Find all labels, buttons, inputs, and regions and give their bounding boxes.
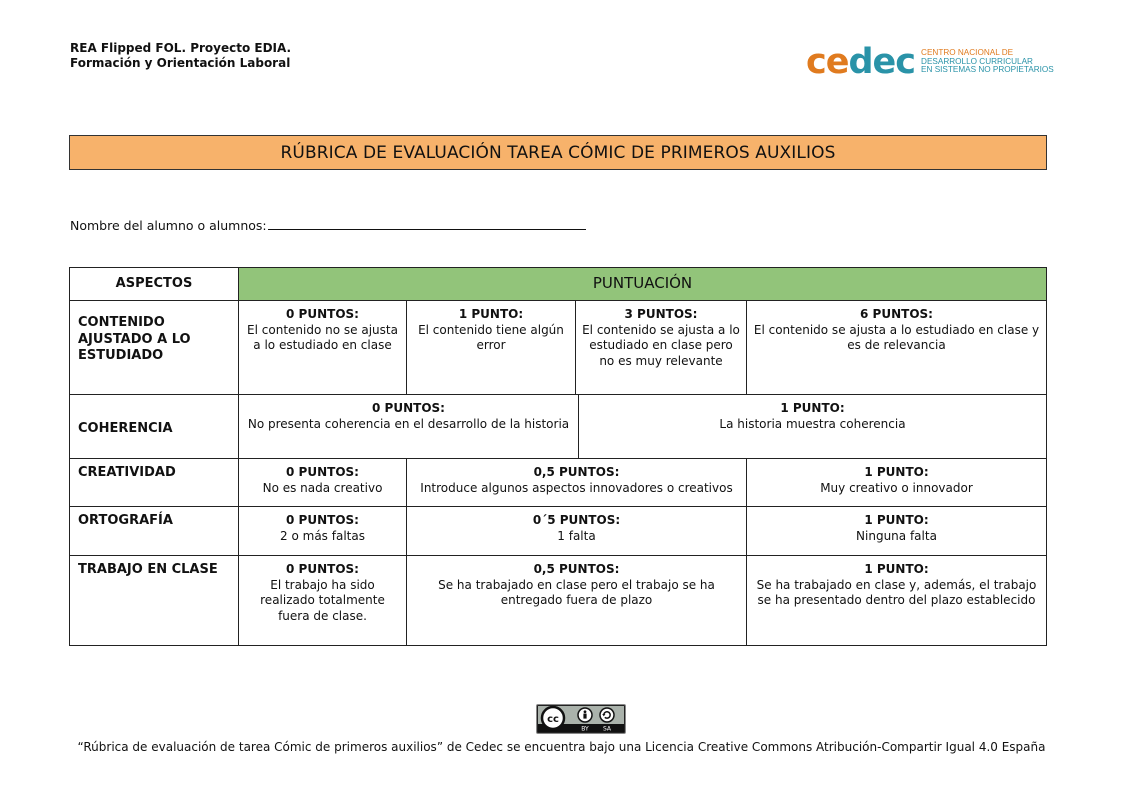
table-row (70, 459, 1047, 507)
student-name-field (70, 217, 586, 233)
score-description: No presenta coherencia en el desarrollo de la historia (247, 416, 570, 431)
score-points: 0 PUNTOS: (372, 401, 445, 415)
table-row (70, 507, 1047, 556)
aspect-ortografia: ORTOGRAFÍA (70, 507, 239, 556)
score-description: El contenido tiene algún error (418, 322, 564, 352)
score-cell (747, 556, 1047, 646)
score-points: 1 PUNTO: (780, 401, 845, 415)
student-name-blank[interactable] (268, 217, 586, 230)
rubric-title: RÚBRICA DE EVALUACIÓN TAREA CÓMIC DE PRIMEROS AUXILIOS (69, 135, 1047, 170)
badge-label-by: BY (580, 725, 589, 733)
score-points: 1 PUNTO: (864, 562, 929, 576)
score-cell (239, 556, 407, 646)
score-cell (576, 301, 747, 395)
score-points: 3 PUNTOS: (624, 307, 698, 321)
student-name-label: Nombre del alumno o alumnos: (70, 218, 267, 233)
score-description: 1 falta (557, 528, 596, 543)
score-points: 6 PUNTOS: (860, 307, 933, 321)
score-description: No es nada creativo (262, 480, 383, 495)
score-points: 1 PUNTO: (864, 513, 929, 527)
score-description: Muy creativo o innovador (820, 480, 973, 495)
score-cell (747, 459, 1047, 507)
attribution-icon (578, 708, 592, 722)
score-description: Ninguna falta (856, 528, 937, 543)
score-description: El contenido se ajusta a lo estudiado en clase y es de relevancia (753, 322, 1040, 352)
logo-sub-2: DESARROLLO CURRICULAR (921, 56, 1033, 66)
header-line-1: REA Flipped FOL. Proyecto EDIA. (70, 41, 292, 55)
score-points: 0 PUNTOS: (286, 307, 359, 321)
score-cell (579, 395, 1047, 459)
share-alike-icon (600, 708, 614, 722)
score-description: Introduce algunos aspectos innovadores o creativos (420, 480, 733, 495)
cc-by-sa-badge[interactable] (536, 704, 626, 734)
score-points: 1 PUNTO: (458, 307, 524, 321)
header-score: PUNTUACIÓN (239, 268, 1047, 301)
score-description: El trabajo ha sido realizado totalmente fuera de clase. (260, 577, 385, 623)
score-cell (407, 556, 747, 646)
score-points: 0 PUNTOS: (286, 562, 359, 576)
score-points: 0´5 PUNTOS: (532, 513, 621, 527)
aspect-contenido: CONTENIDO AJUSTADO A LO ESTUDIADO (70, 301, 239, 395)
score-cell (239, 395, 579, 459)
logo-sub-1: CENTRO NACIONAL DE (921, 48, 1014, 58)
score-cell (747, 301, 1047, 395)
svg-text:cc: cc (546, 714, 559, 725)
score-cell (407, 459, 747, 507)
document-header (70, 41, 291, 71)
cedec-logo (806, 44, 1054, 80)
score-cell (239, 507, 407, 556)
logo-word-ce: ce (806, 42, 849, 82)
score-description: El contenido se ajusta a lo estudiado en clase pero no es muy relevante (582, 322, 740, 368)
logo-wordmark (806, 44, 915, 80)
table-row (70, 301, 1047, 395)
table-row (70, 395, 1047, 459)
score-points: 1 PUNTO: (864, 465, 929, 479)
score-points: 0 PUNTOS: (286, 513, 359, 527)
score-description: 2 o más faltas (280, 528, 365, 543)
score-description: Se ha trabajado en clase y, además, el trabajo se ha presentado dentro del plazo establecido (756, 577, 1037, 607)
score-cell (407, 507, 747, 556)
score-cell (747, 507, 1047, 556)
license-text: “Rúbrica de evaluación de tarea Cómic de primeros auxilios” de Cedec se encuentra bajo una Licencia Creative Commons Atribución-Compartir Igual 4.0 España (77, 740, 1046, 754)
score-cell (239, 459, 407, 507)
aspect-creatividad: CREATIVIDAD (70, 459, 239, 507)
header-line-2: Formación y Orientación Laboral (70, 56, 291, 70)
creative-commons-icon (542, 707, 564, 729)
score-points: 0 PUNTOS: (286, 465, 359, 479)
rubric-table (69, 267, 1047, 646)
score-points: 0,5 PUNTOS: (533, 465, 620, 479)
score-description: La historia muestra coherencia (719, 416, 906, 431)
score-cell (407, 301, 576, 395)
header-aspects: ASPECTOS (70, 268, 239, 301)
logo-word-dec: dec (848, 42, 916, 82)
table-row (70, 556, 1047, 646)
table-header-row (70, 268, 1047, 301)
aspect-coherencia: COHERENCIA (70, 395, 239, 459)
logo-subtitle (921, 49, 1054, 75)
aspect-trabajo: TRABAJO EN CLASE (70, 556, 239, 646)
badge-label-sa: SA (602, 725, 611, 733)
score-cell (239, 301, 407, 395)
logo-sub-3: EN SISTEMAS NO PROPIETARIOS (921, 65, 1054, 75)
score-description: El contenido no se ajusta a lo estudiado en clase (247, 322, 398, 352)
score-points: 0,5 PUNTOS: (533, 562, 620, 576)
license-badge-area (0, 704, 1123, 738)
score-description: Se ha trabajado en clase pero el trabajo se ha entregado fuera de plazo (438, 577, 715, 607)
